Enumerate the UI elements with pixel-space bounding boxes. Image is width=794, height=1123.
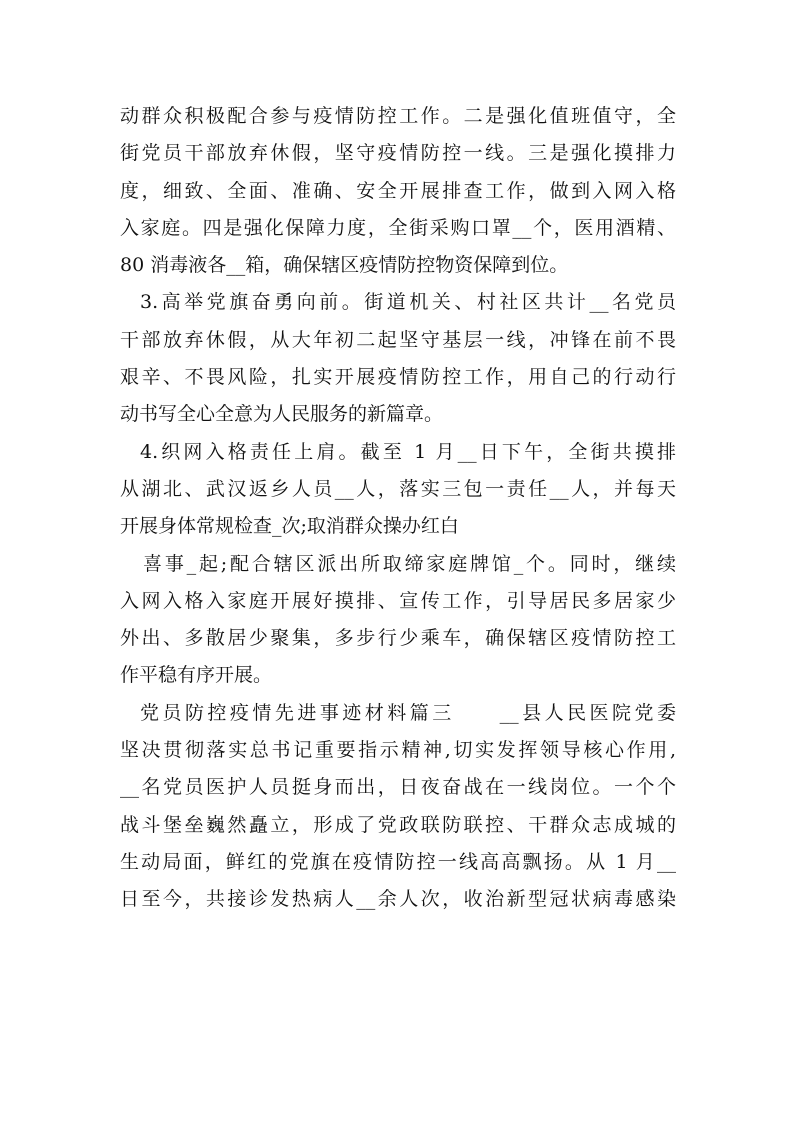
paragraph-heading-4: 4.织网入格责任上肩。截至 1 月__日下午，全街共摸排 <box>140 440 676 463</box>
document-body <box>120 98 676 919</box>
text-line: 入网入格入家庭开展好摸排、宣传工作，引导居民多居家少 <box>120 589 676 612</box>
text-line: 80 消毒液各__箱，确保辖区疫情防控物资保障到位。 <box>120 254 569 277</box>
text-line: 开展身体常规检查_次;取消群众操办红白 <box>120 515 459 538</box>
section-title-line: 党员防控疫情先进事迹材料篇三 __县人民医院党委 <box>140 701 676 724</box>
text-line: 外出、多散居少聚集，多步行少乘车，确保辖区疫情防控工 <box>120 627 676 650</box>
text-line: 坚决贯彻落实总书记重要指示精神,切实发挥领导核心作用, <box>120 739 676 762</box>
text-line: 喜事_起;配合辖区派出所取缔家庭牌馆_个。同时，继续 <box>143 552 676 575</box>
text-line: 艰辛、不畏风险，扎实开展疫情防控工作，用自己的行动行 <box>120 366 676 389</box>
text-line: 干部放弃休假，从大年初二起坚守基层一线，冲锋在前不畏 <box>120 328 676 351</box>
text-line: 动书写全心全意为人民服务的新篇章。 <box>120 403 444 426</box>
text-line: 生动局面，鲜红的党旗在疫情防控一线高高飘扬。从 1 月__ <box>120 850 676 873</box>
text-line: 动群众积极配合参与疫情防控工作。二是强化值班值守，全 <box>120 105 676 127</box>
text-line: 度，细致、全面、准确、安全开展排查工作，做到入网入格 <box>120 179 676 202</box>
text-line: 战斗堡垒巍然矗立，形成了党政联防联控、干群众志成城的 <box>120 813 676 836</box>
text-line: __名党员医护人员挺身而出，日夜奋战在一线岗位。一个个 <box>120 776 676 799</box>
text-line: 作平稳有序开展。 <box>120 664 273 687</box>
paragraph-heading-3: 3.高举党旗奋勇向前。街道机关、村社区共计__名党员 <box>140 291 676 314</box>
text-line: 日至今，共接诊发热病人__余人次，收治新型冠状病毒感染 <box>120 888 676 911</box>
text-line: 街党员干部放弃休假，坚守疫情防控一线。三是强化摸排力 <box>120 142 676 165</box>
text-line: 入家庭。四是强化保障力度，全街采购口罩__个，医用酒精、 <box>120 216 676 239</box>
text-line: 从湖北、武汉返乡人员__人，落实三包一责任__人，并每天 <box>120 477 676 500</box>
